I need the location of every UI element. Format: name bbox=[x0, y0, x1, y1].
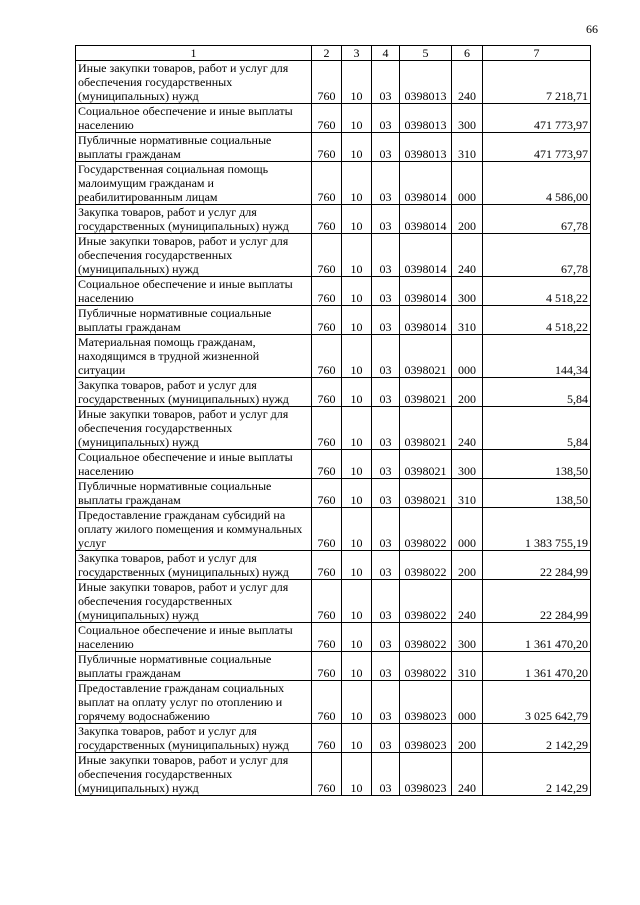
row-section-cell: 10 bbox=[342, 724, 372, 753]
row-code-cell: 760 bbox=[312, 378, 342, 407]
row-type-cell: 200 bbox=[452, 378, 483, 407]
row-type-cell: 240 bbox=[452, 61, 483, 104]
row-section-cell: 10 bbox=[342, 623, 372, 652]
row-name-cell: Публичные нормативные социальные выплаты гражданам bbox=[76, 479, 312, 508]
row-amount-cell: 1 383 755,19 bbox=[483, 508, 591, 551]
row-code-cell: 760 bbox=[312, 61, 342, 104]
row-target-cell: 0398014 bbox=[400, 205, 452, 234]
table-row bbox=[76, 306, 591, 335]
column-header: 1 bbox=[76, 46, 312, 61]
row-section-cell: 10 bbox=[342, 133, 372, 162]
row-section-cell: 10 bbox=[342, 479, 372, 508]
row-type-cell: 310 bbox=[452, 652, 483, 681]
row-amount-cell: 22 284,99 bbox=[483, 580, 591, 623]
row-subsection-cell: 03 bbox=[372, 508, 400, 551]
row-subsection-cell: 03 bbox=[372, 551, 400, 580]
row-subsection-cell: 03 bbox=[372, 479, 400, 508]
row-code-cell: 760 bbox=[312, 580, 342, 623]
table-row bbox=[76, 162, 591, 205]
row-amount-cell: 5,84 bbox=[483, 407, 591, 450]
row-name-cell: Иные закупки товаров, работ и услуг для обеспечения государственных (муниципальных) нужд bbox=[76, 61, 312, 104]
row-name-cell: Предоставление гражданам социальных выплат на оплату услуг по отоплению и горячему водоснабжению bbox=[76, 681, 312, 724]
row-type-cell: 310 bbox=[452, 133, 483, 162]
column-header: 5 bbox=[400, 46, 452, 61]
table-row bbox=[76, 681, 591, 724]
row-type-cell: 000 bbox=[452, 681, 483, 724]
column-header: 3 bbox=[342, 46, 372, 61]
row-amount-cell: 7 218,71 bbox=[483, 61, 591, 104]
row-target-cell: 0398021 bbox=[400, 335, 452, 378]
row-section-cell: 10 bbox=[342, 61, 372, 104]
row-amount-cell: 471 773,97 bbox=[483, 133, 591, 162]
row-target-cell: 0398021 bbox=[400, 378, 452, 407]
row-name-cell: Социальное обеспечение и иные выплаты населению bbox=[76, 623, 312, 652]
row-subsection-cell: 03 bbox=[372, 104, 400, 133]
row-section-cell: 10 bbox=[342, 104, 372, 133]
row-name-cell: Социальное обеспечение и иные выплаты населению bbox=[76, 104, 312, 133]
row-subsection-cell: 03 bbox=[372, 133, 400, 162]
row-type-cell: 240 bbox=[452, 580, 483, 623]
row-target-cell: 0398022 bbox=[400, 580, 452, 623]
row-subsection-cell: 03 bbox=[372, 378, 400, 407]
row-target-cell: 0398023 bbox=[400, 681, 452, 724]
row-amount-cell: 4 518,22 bbox=[483, 277, 591, 306]
row-section-cell: 10 bbox=[342, 277, 372, 306]
budget-table bbox=[75, 45, 591, 796]
row-section-cell: 10 bbox=[342, 450, 372, 479]
page-number: 66 bbox=[586, 22, 598, 36]
row-subsection-cell: 03 bbox=[372, 623, 400, 652]
row-code-cell: 760 bbox=[312, 205, 342, 234]
row-code-cell: 760 bbox=[312, 681, 342, 724]
row-name-cell: Социальное обеспечение и иные выплаты населению bbox=[76, 277, 312, 306]
row-section-cell: 10 bbox=[342, 335, 372, 378]
row-target-cell: 0398014 bbox=[400, 234, 452, 277]
table-row bbox=[76, 724, 591, 753]
row-subsection-cell: 03 bbox=[372, 681, 400, 724]
row-amount-cell: 5,84 bbox=[483, 378, 591, 407]
row-amount-cell: 138,50 bbox=[483, 479, 591, 508]
row-target-cell: 0398022 bbox=[400, 551, 452, 580]
row-target-cell: 0398023 bbox=[400, 753, 452, 796]
row-amount-cell: 4 586,00 bbox=[483, 162, 591, 205]
row-subsection-cell: 03 bbox=[372, 724, 400, 753]
row-subsection-cell: 03 bbox=[372, 652, 400, 681]
row-type-cell: 240 bbox=[452, 407, 483, 450]
row-code-cell: 760 bbox=[312, 162, 342, 205]
row-name-cell: Государственная социальная помощь малоимущим гражданам и реабилитированным лицам bbox=[76, 162, 312, 205]
row-target-cell: 0398022 bbox=[400, 652, 452, 681]
row-amount-cell: 138,50 bbox=[483, 450, 591, 479]
row-name-cell: Иные закупки товаров, работ и услуг для обеспечения государственных (муниципальных) нужд bbox=[76, 753, 312, 796]
table-row bbox=[76, 234, 591, 277]
row-type-cell: 240 bbox=[452, 753, 483, 796]
table-row bbox=[76, 551, 591, 580]
row-section-cell: 10 bbox=[342, 551, 372, 580]
row-target-cell: 0398014 bbox=[400, 162, 452, 205]
row-amount-cell: 471 773,97 bbox=[483, 104, 591, 133]
row-section-cell: 10 bbox=[342, 652, 372, 681]
table-row bbox=[76, 378, 591, 407]
row-type-cell: 200 bbox=[452, 205, 483, 234]
row-type-cell: 310 bbox=[452, 479, 483, 508]
table-row bbox=[76, 580, 591, 623]
row-amount-cell: 22 284,99 bbox=[483, 551, 591, 580]
row-target-cell: 0398021 bbox=[400, 479, 452, 508]
row-subsection-cell: 03 bbox=[372, 205, 400, 234]
row-name-cell: Публичные нормативные социальные выплаты гражданам bbox=[76, 133, 312, 162]
row-section-cell: 10 bbox=[342, 378, 372, 407]
row-code-cell: 760 bbox=[312, 652, 342, 681]
column-header: 7 bbox=[483, 46, 591, 61]
row-section-cell: 10 bbox=[342, 508, 372, 551]
table-body bbox=[76, 61, 591, 796]
row-target-cell: 0398021 bbox=[400, 407, 452, 450]
row-subsection-cell: 03 bbox=[372, 234, 400, 277]
row-code-cell: 760 bbox=[312, 407, 342, 450]
row-type-cell: 000 bbox=[452, 508, 483, 551]
row-code-cell: 760 bbox=[312, 508, 342, 551]
row-code-cell: 760 bbox=[312, 277, 342, 306]
row-amount-cell: 144,34 bbox=[483, 335, 591, 378]
header-row bbox=[76, 46, 591, 61]
table-row bbox=[76, 104, 591, 133]
table-row bbox=[76, 450, 591, 479]
row-type-cell: 200 bbox=[452, 724, 483, 753]
row-section-cell: 10 bbox=[342, 306, 372, 335]
row-type-cell: 300 bbox=[452, 104, 483, 133]
row-section-cell: 10 bbox=[342, 407, 372, 450]
row-subsection-cell: 03 bbox=[372, 753, 400, 796]
table-row bbox=[76, 508, 591, 551]
row-name-cell: Иные закупки товаров, работ и услуг для обеспечения государственных (муниципальных) нужд bbox=[76, 234, 312, 277]
row-subsection-cell: 03 bbox=[372, 450, 400, 479]
row-name-cell: Иные закупки товаров, работ и услуг для обеспечения государственных (муниципальных) нужд bbox=[76, 580, 312, 623]
row-code-cell: 760 bbox=[312, 104, 342, 133]
row-type-cell: 200 bbox=[452, 551, 483, 580]
row-amount-cell: 4 518,22 bbox=[483, 306, 591, 335]
table-row bbox=[76, 753, 591, 796]
table-row bbox=[76, 335, 591, 378]
row-name-cell: Материальная помощь гражданам, находящимся в трудной жизненной ситуации bbox=[76, 335, 312, 378]
table-row bbox=[76, 205, 591, 234]
row-section-cell: 10 bbox=[342, 753, 372, 796]
row-amount-cell: 1 361 470,20 bbox=[483, 623, 591, 652]
row-subsection-cell: 03 bbox=[372, 277, 400, 306]
row-target-cell: 0398021 bbox=[400, 450, 452, 479]
column-header: 2 bbox=[312, 46, 342, 61]
row-subsection-cell: 03 bbox=[372, 306, 400, 335]
row-amount-cell: 2 142,29 bbox=[483, 753, 591, 796]
row-code-cell: 760 bbox=[312, 753, 342, 796]
row-subsection-cell: 03 bbox=[372, 335, 400, 378]
row-type-cell: 310 bbox=[452, 306, 483, 335]
row-type-cell: 300 bbox=[452, 623, 483, 652]
row-type-cell: 240 bbox=[452, 234, 483, 277]
row-subsection-cell: 03 bbox=[372, 61, 400, 104]
row-code-cell: 760 bbox=[312, 551, 342, 580]
row-name-cell: Иные закупки товаров, работ и услуг для обеспечения государственных (муниципальных) нужд bbox=[76, 407, 312, 450]
column-header: 4 bbox=[372, 46, 400, 61]
column-header: 6 bbox=[452, 46, 483, 61]
row-code-cell: 760 bbox=[312, 623, 342, 652]
row-target-cell: 0398013 bbox=[400, 104, 452, 133]
table-row bbox=[76, 133, 591, 162]
table-row bbox=[76, 652, 591, 681]
row-amount-cell: 1 361 470,20 bbox=[483, 652, 591, 681]
table-row bbox=[76, 61, 591, 104]
row-target-cell: 0398014 bbox=[400, 306, 452, 335]
row-subsection-cell: 03 bbox=[372, 162, 400, 205]
row-code-cell: 760 bbox=[312, 234, 342, 277]
row-name-cell: Публичные нормативные социальные выплаты гражданам bbox=[76, 306, 312, 335]
row-section-cell: 10 bbox=[342, 681, 372, 724]
row-target-cell: 0398014 bbox=[400, 277, 452, 306]
row-type-cell: 300 bbox=[452, 277, 483, 306]
row-target-cell: 0398022 bbox=[400, 508, 452, 551]
row-amount-cell: 67,78 bbox=[483, 205, 591, 234]
row-amount-cell: 67,78 bbox=[483, 234, 591, 277]
row-target-cell: 0398013 bbox=[400, 133, 452, 162]
row-section-cell: 10 bbox=[342, 580, 372, 623]
row-type-cell: 000 bbox=[452, 335, 483, 378]
table-row bbox=[76, 277, 591, 306]
row-name-cell: Закупка товаров, работ и услуг для государственных (муниципальных) нужд bbox=[76, 378, 312, 407]
row-target-cell: 0398013 bbox=[400, 61, 452, 104]
row-name-cell: Предоставление гражданам субсидий на оплату жилого помещения и коммунальных услуг bbox=[76, 508, 312, 551]
table-row bbox=[76, 623, 591, 652]
row-section-cell: 10 bbox=[342, 205, 372, 234]
row-code-cell: 760 bbox=[312, 133, 342, 162]
row-code-cell: 760 bbox=[312, 306, 342, 335]
row-amount-cell: 2 142,29 bbox=[483, 724, 591, 753]
row-section-cell: 10 bbox=[342, 162, 372, 205]
row-target-cell: 0398022 bbox=[400, 623, 452, 652]
row-subsection-cell: 03 bbox=[372, 580, 400, 623]
table-row bbox=[76, 407, 591, 450]
row-code-cell: 760 bbox=[312, 479, 342, 508]
row-type-cell: 300 bbox=[452, 450, 483, 479]
row-name-cell: Закупка товаров, работ и услуг для государственных (муниципальных) нужд bbox=[76, 724, 312, 753]
row-name-cell: Социальное обеспечение и иные выплаты населению bbox=[76, 450, 312, 479]
row-code-cell: 760 bbox=[312, 450, 342, 479]
row-name-cell: Закупка товаров, работ и услуг для государственных (муниципальных) нужд bbox=[76, 551, 312, 580]
row-name-cell: Закупка товаров, работ и услуг для государственных (муниципальных) нужд bbox=[76, 205, 312, 234]
row-code-cell: 760 bbox=[312, 724, 342, 753]
row-name-cell: Публичные нормативные социальные выплаты гражданам bbox=[76, 652, 312, 681]
row-amount-cell: 3 025 642,79 bbox=[483, 681, 591, 724]
row-section-cell: 10 bbox=[342, 234, 372, 277]
row-type-cell: 000 bbox=[452, 162, 483, 205]
row-code-cell: 760 bbox=[312, 335, 342, 378]
row-subsection-cell: 03 bbox=[372, 407, 400, 450]
table-row bbox=[76, 479, 591, 508]
row-target-cell: 0398023 bbox=[400, 724, 452, 753]
